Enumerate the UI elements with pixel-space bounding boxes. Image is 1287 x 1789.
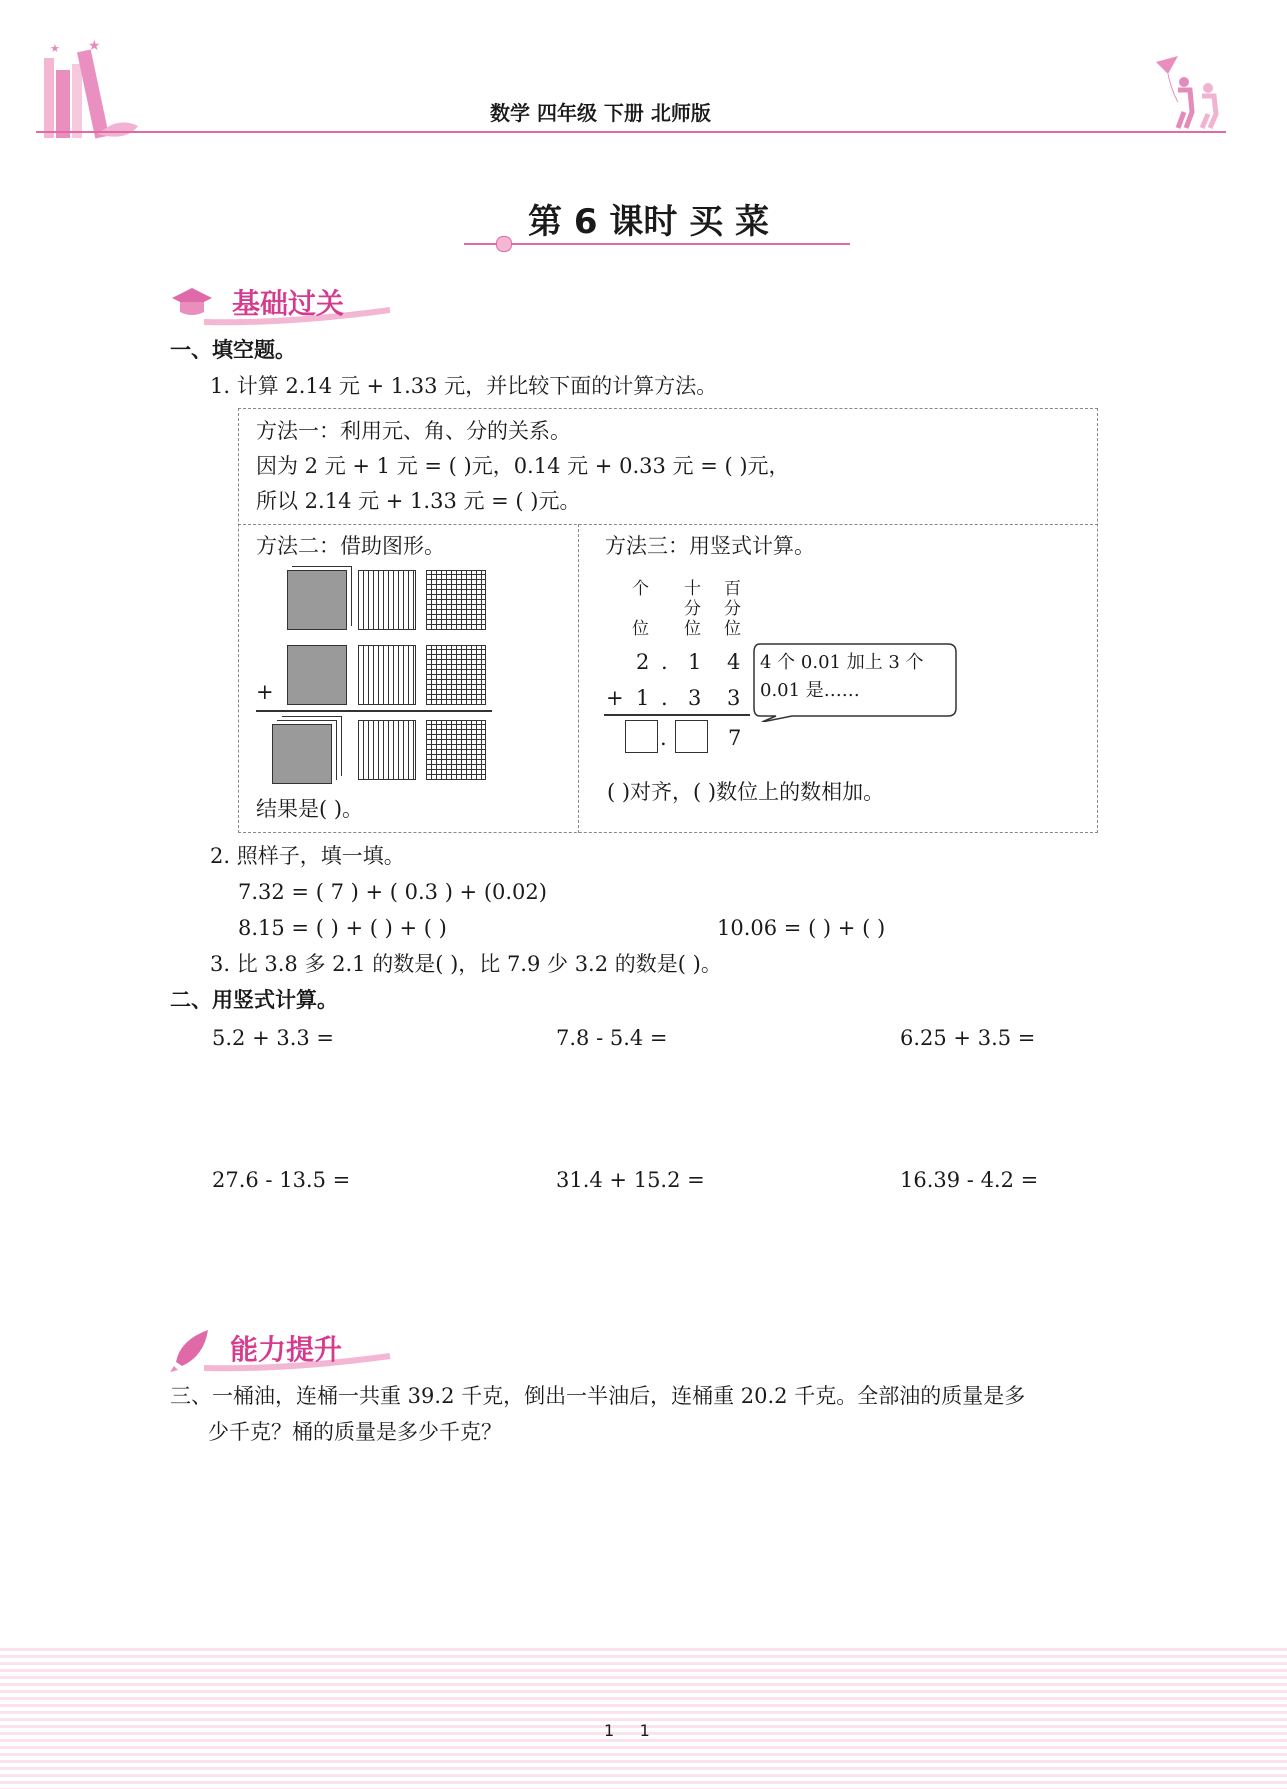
calc-item: 16.39 - 4.2 = [900,1168,1039,1192]
part3-line2: 少千克？桶的质量是多少千克？ [208,1420,502,1444]
page-number: 1 1 [604,1721,650,1740]
q2-item1: 8.15 = ( ) + ( ) + ( ) [238,916,447,940]
decimal-point: . [661,650,668,674]
children-kite-icon [1150,52,1230,132]
calc-item: 5.2 + 3.3 = [212,1026,335,1050]
svg-text:★: ★ [50,42,60,55]
q3-text: 3. 比 3.8 多 2.1 的数是( )，比 7.9 少 3.2 的数是( )。 [210,952,722,976]
tenth-rods [358,570,416,630]
method3-title: 方法三：用竖式计算。 [605,534,815,558]
methods-divider-h [238,524,1098,525]
part1-heading: 一、填空题。 [170,338,296,362]
calc-item: 27.6 - 13.5 = [212,1168,351,1192]
method2-result: 结果是( )。 [256,797,364,821]
lesson-title: 第 6 课时 买 菜 [528,202,770,242]
unit-square [287,645,347,705]
unit-square [287,570,347,630]
part2-heading: 二、用竖式计算。 [170,988,338,1012]
method1-line3: 所以 2.14 元 + 1.33 元 = ( )元。 [256,489,581,513]
digit: 1 [636,686,650,710]
title-underline [464,243,850,245]
digit: 3 [688,686,702,710]
col-hundredths-1: 百 [724,579,741,599]
book-subtitle: 数学 四年级 下册 北师版 [490,101,711,125]
tenth-rods [358,645,416,705]
col-hundredths-2: 分 [724,599,741,619]
answer-box-ones[interactable] [625,720,658,753]
method1-line2: 因为 2 元 + 1 元 = ( )元，0.14 元 + 0.33 元 = ( )元， [256,454,790,478]
methods-divider-v [578,524,579,833]
footer-wave-pattern [0,1648,1287,1789]
hundredth-grid [426,720,486,780]
hundredth-grid [426,570,486,630]
q2-example: 7.32 = ( 7 ) + ( 0.3 ) + (0.02) [238,880,547,904]
header-rule [36,131,1226,133]
q2-text: 2. 照样子，填一填。 [210,844,405,868]
col-ones-1: 个 [632,579,649,599]
title-dot-icon [496,236,512,252]
digit: 4 [727,650,741,674]
method2-title: 方法二：借助图形。 [256,534,445,558]
tenth-rods [358,720,416,780]
hundredth-grid [426,645,486,705]
method2-plus: + [256,680,274,704]
q1-text: 1. 计算 2.14 元 + 1.33 元，并比较下面的计算方法。 [210,374,718,398]
calc-sum-line [604,714,750,716]
result-digit: 7 [728,726,742,750]
unit-squares-stack [272,724,332,784]
result-decimal-point: . [660,726,667,750]
col-tenths-2: 分 [684,599,701,619]
calc-item: 31.4 + 15.2 = [556,1168,705,1192]
part3-line1: 三、一桶油，连桶一共重 39.2 千克，倒出一半油后，连桶重 20.2 千克。全部油的质量是多 [170,1384,1026,1408]
method1-line1: 方法一：利用元、角、分的关系。 [256,419,571,443]
digit: 3 [727,686,741,710]
calc-item: 6.25 + 3.5 = [900,1026,1036,1050]
section-badge-basic-label: 基础过关 [232,287,345,320]
col-tenths-3: 位 [684,619,701,639]
method3-align-text: ( )对齐，( )数位上的数相加。 [607,780,885,804]
digit: 1 [688,650,702,674]
plus-sign: + [606,686,624,710]
decimal-point: . [661,686,668,710]
svg-text:★: ★ [88,38,101,54]
digit: 2 [636,650,650,674]
bubble-line1: 4 个 0.01 加上 3 个 [760,652,924,673]
section-badge-advance-label: 能力提升 [230,1333,343,1366]
q2-item2: 10.06 = ( ) + ( ) [717,916,886,940]
col-ones-2: 位 [632,619,649,639]
sum-line [256,710,492,712]
answer-box-tenths[interactable] [675,720,708,753]
col-hundredths-3: 位 [724,619,741,639]
col-tenths-1: 十 [684,579,701,599]
calc-item: 7.8 - 5.4 = [556,1026,668,1050]
bubble-line2: 0.01 是…… [760,680,860,701]
